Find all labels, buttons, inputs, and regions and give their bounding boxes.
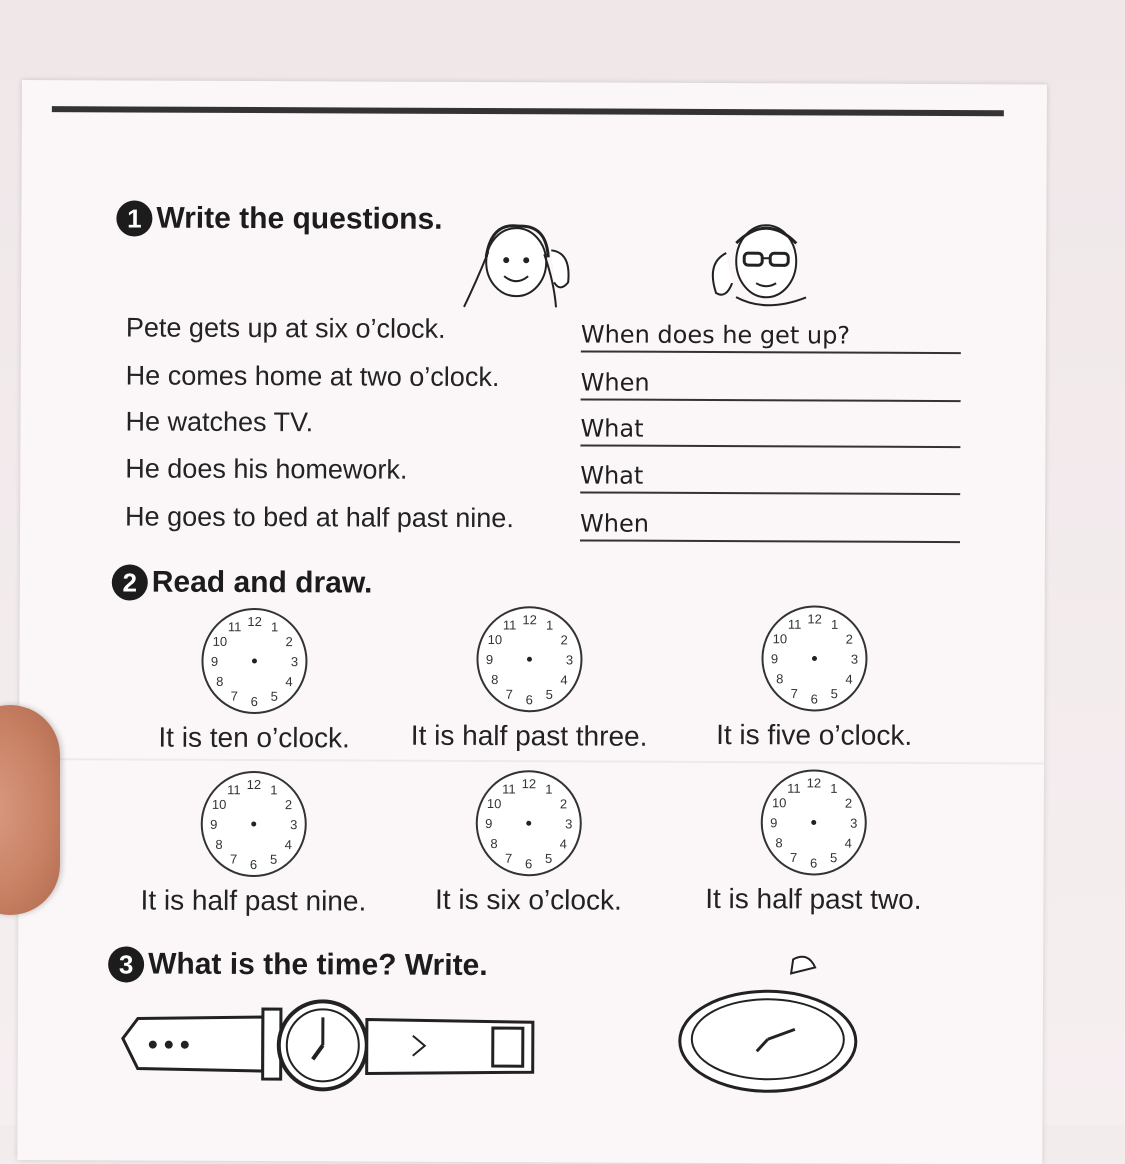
clock-number: 4 (560, 836, 567, 851)
answer-line[interactable] (580, 507, 960, 543)
clock-number: 10 (772, 795, 787, 810)
clock-number: 1 (830, 781, 837, 796)
clock-number: 12 (247, 614, 262, 629)
clock-caption: It is ten o’clock. (119, 721, 389, 754)
clock-number: 5 (271, 689, 278, 704)
clock-number: 11 (787, 781, 801, 796)
clock-number: 11 (788, 617, 802, 632)
clock-number: 5 (545, 851, 552, 866)
clock-caption: It is six o’clock. (393, 884, 663, 917)
clock-number: 11 (227, 782, 241, 797)
clock-number: 6 (250, 857, 257, 872)
clock-exercise (678, 767, 949, 916)
clock-number: 8 (775, 835, 782, 850)
clock-center-dot (526, 821, 531, 826)
answer-text: What (580, 461, 643, 489)
clock-number: 4 (285, 674, 292, 689)
clock-face-icon[interactable] (189, 769, 319, 880)
clock-caption: It is half past two. (678, 883, 948, 916)
clock-center-dot (812, 656, 817, 661)
clock-face-icon[interactable] (749, 603, 879, 714)
clock-number: 1 (831, 617, 838, 632)
clock-center-dot (527, 657, 532, 662)
clock-number: 3 (566, 652, 573, 667)
clock-number: 9 (485, 816, 492, 831)
top-rule (52, 106, 1004, 116)
clock-number: 10 (773, 631, 788, 646)
clock-number: 10 (213, 634, 228, 649)
clock-number: 5 (270, 852, 277, 867)
clock-number: 7 (790, 850, 797, 865)
clock-number: 3 (291, 654, 298, 669)
clock-number: 1 (546, 618, 553, 633)
question-row (125, 453, 1005, 497)
clock-number: 6 (811, 691, 818, 706)
section-2-title: Read and draw. (152, 566, 373, 601)
clock-number: 6 (525, 856, 532, 871)
clock-number: 12 (807, 775, 822, 790)
clock-center-dot (811, 820, 816, 825)
clock-number: 7 (791, 686, 798, 701)
clock-exercise (394, 604, 665, 753)
clock-number: 2 (286, 634, 293, 649)
clock-number: 2 (846, 632, 853, 647)
answer-text: What (580, 414, 643, 442)
section-1-number: 1 (116, 200, 152, 236)
clock-number: 5 (830, 850, 837, 865)
clock-center-dot (251, 822, 256, 827)
answer-line[interactable] (580, 412, 960, 448)
clock-number: 3 (851, 652, 858, 667)
statement-text: Pete gets up at six o’clock. (126, 312, 446, 344)
clock-number: 10 (212, 797, 227, 812)
clock-number: 8 (216, 674, 223, 689)
clock-number: 3 (290, 817, 297, 832)
wristwatch-illustration (113, 998, 543, 1100)
clock-face-icon[interactable] (189, 606, 319, 717)
answer-text: When (581, 368, 650, 396)
clock-caption: It is half past nine. (118, 884, 388, 917)
clock-number: 10 (487, 796, 502, 811)
statement-text: He comes home at two o’clock. (126, 360, 500, 393)
question-row (125, 501, 1005, 545)
statement-text: He watches TV. (125, 406, 313, 438)
clock-number: 2 (560, 796, 567, 811)
clock-number: 9 (210, 817, 217, 832)
clock-number: 3 (565, 816, 572, 831)
clock-number: 9 (486, 652, 493, 667)
clock-center-dot (252, 659, 257, 664)
clock-number: 11 (502, 781, 516, 796)
clock-exercise (679, 603, 950, 752)
pocket-watch-illustration (673, 951, 874, 1102)
clock-number: 2 (845, 796, 852, 811)
clock-number: 4 (845, 672, 852, 687)
clock-number: 7 (230, 852, 237, 867)
question-row (126, 360, 1006, 404)
clock-number: 4 (285, 837, 292, 852)
clock-number: 12 (807, 611, 822, 626)
clock-number: 12 (247, 777, 262, 792)
clock-number: 6 (810, 855, 817, 870)
answer-text: When does he get up? (581, 320, 850, 349)
clock-number: 8 (215, 837, 222, 852)
clock-number: 8 (490, 836, 497, 851)
thumb (0, 705, 60, 915)
clock-number: 3 (850, 816, 857, 831)
clock-number: 8 (491, 672, 498, 687)
clock-number: 6 (526, 692, 533, 707)
answer-line[interactable] (581, 366, 961, 402)
clock-number: 9 (770, 815, 777, 830)
clock-number: 5 (831, 686, 838, 701)
clock-exercise (118, 768, 389, 917)
clock-number: 11 (228, 619, 242, 634)
clock-number: 1 (270, 782, 277, 797)
section-3-number: 3 (108, 946, 144, 982)
clock-number: 7 (505, 851, 512, 866)
clock-face-icon[interactable] (749, 767, 879, 878)
clock-number: 12 (522, 612, 537, 627)
section-1-heading (116, 200, 442, 237)
statement-text: He goes to bed at half past nine. (125, 501, 514, 534)
section-3-title: What is the time? Write. (148, 948, 488, 983)
clock-caption: It is half past three. (394, 720, 664, 753)
section-2-heading (112, 564, 373, 601)
clock-number: 5 (546, 687, 553, 702)
girl-listening-illustration (456, 212, 586, 313)
clock-number: 10 (488, 632, 503, 647)
clock-face-icon[interactable] (464, 604, 594, 715)
section-2-number: 2 (112, 564, 148, 600)
page-fold (19, 758, 1044, 764)
section-1-title: Write the questions. (156, 202, 442, 237)
answer-text: When (580, 509, 649, 537)
clock-number: 4 (845, 836, 852, 851)
clock-number: 12 (522, 776, 537, 791)
clock-number: 2 (285, 797, 292, 812)
clock-caption: It is five o’clock. (679, 719, 949, 752)
answer-line[interactable] (581, 318, 961, 354)
clock-number: 2 (561, 632, 568, 647)
clock-number: 11 (503, 617, 517, 632)
clock-number: 1 (271, 619, 278, 634)
statement-text: He does his homework. (125, 453, 407, 485)
clock-exercise (119, 605, 390, 754)
clock-exercise (393, 768, 664, 917)
clock-number: 1 (545, 782, 552, 797)
question-row (125, 406, 1005, 450)
clock-number: 6 (251, 694, 258, 709)
section-3-heading (108, 946, 488, 984)
clock-face-icon[interactable] (464, 768, 594, 879)
clock-number: 9 (771, 651, 778, 666)
clock-number: 8 (776, 671, 783, 686)
man-with-glasses-illustration (696, 213, 826, 314)
question-row (126, 312, 1006, 356)
clock-number: 7 (506, 687, 513, 702)
worksheet-page (17, 80, 1047, 1164)
clock-number: 4 (560, 672, 567, 687)
answer-line[interactable] (580, 459, 960, 495)
clock-number: 9 (211, 654, 218, 669)
clock-number: 7 (231, 689, 238, 704)
